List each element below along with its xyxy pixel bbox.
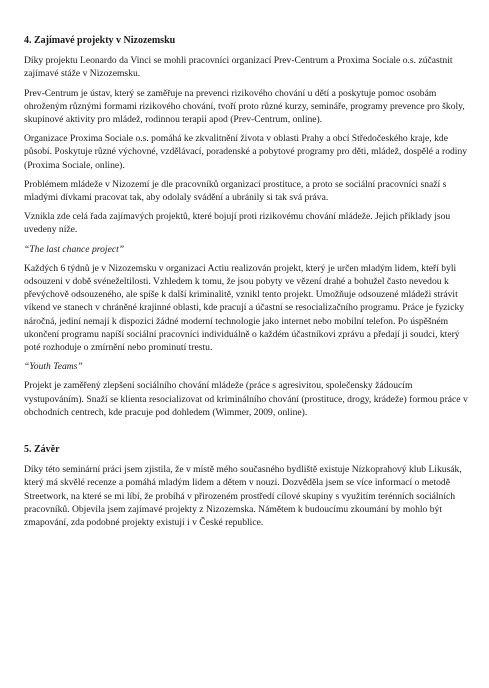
paragraph-proxima-sociale: Organizace Proxima Sociale o.s. pomáhá ke zkvalitnění života v oblasti Prahy a obcí Středočeského kraje, kde působí. Poskytuje různé výchovné, vzdělávací, poradenské a pobytové programy pro děti, mládež, dospělé a rodiny (Proxima Sociale, online). — [24, 133, 468, 171]
section-4-heading: 4. Zajímavé projekty v Nizozemsku — [24, 35, 176, 46]
paragraph-projects-intro: Vznikla zde celá řada zajímavých projektů, které bojují proti rizikovému chování mládeže. Jejich příklady jsou uvedeny níže. — [24, 211, 451, 236]
project-last-chance-title: “The last chance project” — [24, 243, 125, 255]
document-page — [24, 34, 470, 535]
paragraph-prev-centrum: Prev-Centrum je ústav, který se zaměřuje na prevenci rizikového chování u dětí a poskytuje pomoc osobám ohroženým různými formami rizikového chování, tvoří proto různé kurzy, semináře, programy prevence pro školy, skupinové aktivity pro mládež, rodinnou terapii apod (Prev-Centrum, online). — [24, 87, 465, 126]
project-youth-teams-text: Projekt je zaměřený zlepšení sociálního chování mládeže (práce s agresivitou, společensky žádoucím vystupováním). Snaží se klienta resocializovat od kriminálního chování (prostituce, drogy, krádeže) formou práce v obchodních centrech, kde pracuje pod dohledem (Wimmer, 2009, online). — [24, 380, 468, 418]
section-spacer — [24, 425, 470, 443]
paragraph-intro: Díky projektu Leonardo da Vinci se mohli pracovníci organizací Prev-Centrum a Proxima Sociale o.s. zúčastnit zajímavé stáže v Nizozemsku. — [24, 55, 453, 80]
section-5-heading: 5. Závěr — [24, 444, 60, 456]
conclusion-text: Díky této seminární práci jsem zjistila, že v místě mého současného bydliště existuje Nízkoprahový klub Likusák, který má skvělé recenze a pomáhá mladým lidem a dětem v nouzi. Dozvěděla jsem se více informací o metodě Streetwork, na které se mi líbí, že probíhá v přirozeném prostředí cílové skupiny s využitím terénních sociálních pracovníků. Objevila jsem zajímavé projekty z Nizozemska. Námětem k budoucímu zkoumání by mohlo být zmapování, zda podobné projekty existují i v České republice. — [24, 464, 462, 529]
paragraph-problem: Problémem mládeže v Nizozemí je dle pracovníků organizací prostituce, a proto se sociální pracovníci snaží s mladými dívkami pracovat tak, aby odolaly svádění a ubránily si tak svá práva. — [24, 178, 447, 204]
project-last-chance-text: Každých 6 týdnů je v Nizozemsku v organizaci Actiu realizován projekt, který je určen mladým lidem, kteří byli odsouzeni v době svéneželtilosti. Vzhledem k tomu, že jsou pobyty ve vězení drahé a bohužel často nevedou k převýchově odsouzeného, ale spíše k další kriminalitě, vznikl tento projekt. Umožňuje odsouzené mládeži strávit víkend ve stanech v chráněné krajinné oblasti, kde pracují a účastní se resocializačního programu. Práce je fyzicky náročná, jediní nemají k dispozici žádné moderní technologie jako internet nebo mobilní telefon. Po úspěšném ukončení programu napíší sociální pracovníci individuálně o každém účastníkovi zprávu a předají ji soudci, který poté rozhoduje o zmírnění nebo prominutí trestu. — [24, 262, 465, 354]
project-youth-teams-title: “Youth Teams” — [24, 361, 83, 373]
